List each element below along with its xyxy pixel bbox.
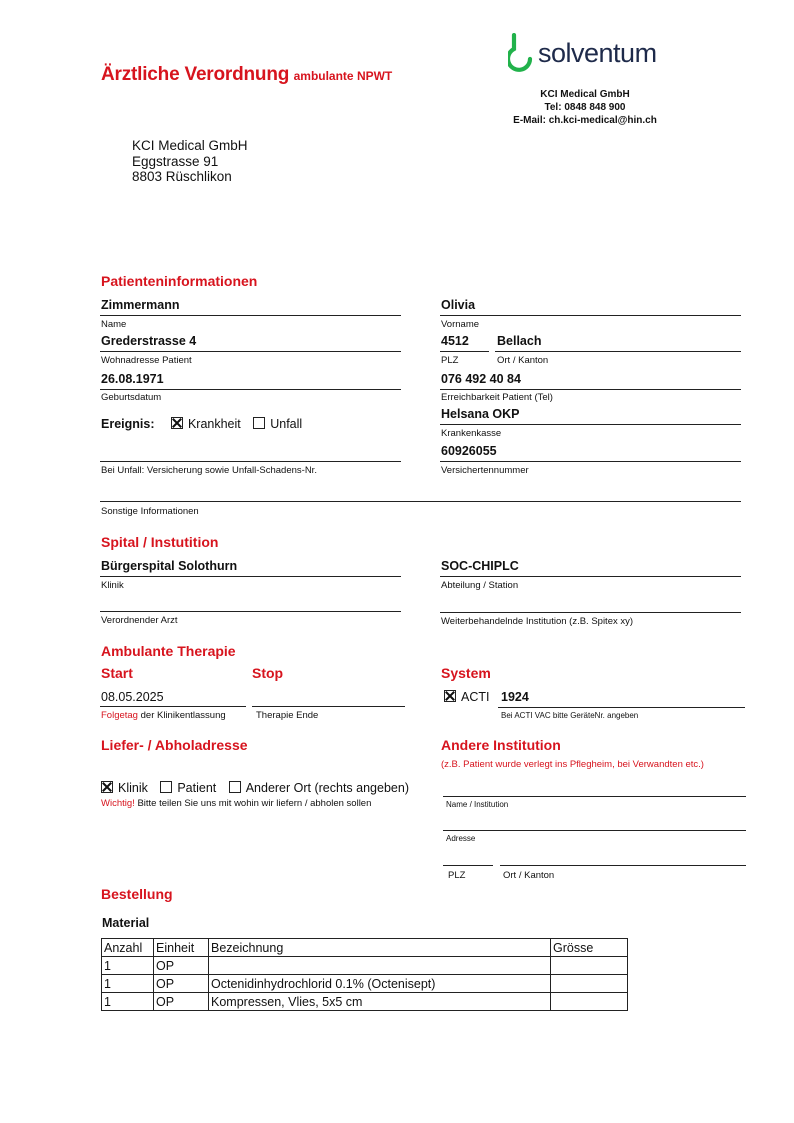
divider [500, 865, 746, 866]
patient-address[interactable]: Grederstrasse 4 [101, 334, 197, 348]
divider [252, 706, 405, 707]
section-therapy-title: Ambulante Therapie [101, 643, 236, 659]
patient-phone[interactable]: 076 492 40 84 [441, 372, 521, 386]
divider [440, 461, 741, 462]
patient-last-name[interactable]: Zimmermann [101, 298, 180, 312]
checkbox-checked-icon[interactable] [171, 417, 183, 429]
divider [100, 706, 246, 707]
delivery-warning-text: Bitte teilen Sie uns mit wohin wir liefern / abholen sollen [137, 798, 372, 809]
event-option-label: Krankheit [187, 417, 241, 431]
recipient-address [132, 138, 248, 185]
patient-insurer[interactable]: Helsana OKP [441, 407, 520, 421]
column-header: Einheit [154, 939, 209, 957]
table-cell[interactable]: 1 [102, 957, 154, 975]
system-number[interactable]: 1924 [501, 690, 529, 704]
divider [440, 424, 741, 425]
company-phone: Tel: 0848 848 900 [544, 102, 626, 113]
recipient-name: KCI Medical GmbH [132, 138, 248, 153]
section-order-title: Bestellung [101, 886, 173, 902]
patient-city-label: Ort / Kanton [497, 355, 549, 366]
followup-institution-label: Weiterbehandelnde Institution (z.B. Spitex xy) [441, 616, 634, 627]
table-header-row [102, 939, 628, 957]
divider [100, 315, 401, 316]
patient-insurance-number[interactable]: 60926055 [441, 444, 497, 458]
brand-logo [508, 33, 688, 79]
doctor-label: Verordnender Arzt [101, 615, 178, 626]
divider [440, 389, 741, 390]
brand-name: solventum [538, 38, 657, 68]
patient-insurance-number-label: Versichertennummer [441, 465, 529, 476]
material-label: Material [102, 916, 150, 930]
table-cell[interactable] [551, 957, 628, 975]
divider [443, 796, 746, 797]
table-cell[interactable]: OP [154, 957, 209, 975]
patient-city[interactable]: Bellach [497, 334, 542, 348]
other-institution-note: (z.B. Patient wurde verlegt ins Pflegheim, bei Verwandten etc.) [441, 759, 704, 770]
table-cell[interactable] [551, 993, 628, 1011]
recipient-street: Eggstrasse 91 [132, 153, 219, 169]
table-cell[interactable] [209, 957, 551, 975]
divider [440, 351, 489, 352]
system-option[interactable] [444, 690, 489, 704]
table-cell[interactable]: Kompressen, Vlies, 5x5 cm [209, 993, 551, 1011]
table-cell[interactable]: Octenidinhydrochlorid 0.1% (Octenisept) [209, 975, 551, 993]
column-header: Grösse [551, 939, 628, 957]
patient-birthdate[interactable]: 26.08.1971 [101, 372, 164, 386]
system-name: ACTI [461, 690, 490, 704]
divider [443, 865, 493, 866]
therapy-start-caption-text: der Klinikentlassung [140, 710, 226, 721]
material-table [101, 938, 628, 1011]
divider [100, 501, 741, 502]
delivery-option-label: Patient [177, 781, 217, 795]
therapy-start-date[interactable]: 08.05.2025 [101, 690, 164, 704]
checkbox-checked-icon[interactable] [444, 690, 456, 702]
table-cell[interactable]: 1 [102, 975, 154, 993]
delivery-option-label: Anderer Ort (rechts angeben) [245, 781, 409, 795]
title-subtitle: ambulante NPWT [293, 69, 393, 83]
delivery-warning-red: Wichtig! [101, 798, 135, 809]
patient-phone-label: Erreichbarkeit Patient (Tel) [441, 392, 553, 403]
patient-last-name-label: Name [101, 319, 127, 330]
section-hospital-title: Spital / Instutition [101, 534, 219, 550]
divider [100, 389, 401, 390]
section-delivery-title: Liefer- / Abholadresse [101, 737, 248, 753]
patient-plz-label: PLZ [441, 355, 459, 366]
patient-birthdate-label: Geburtsdatum [101, 392, 162, 403]
event-row [101, 415, 310, 433]
table-row [102, 993, 628, 1011]
patient-insurer-label: Krankenkasse [441, 428, 502, 439]
other-institution-address-label: Adresse [446, 834, 476, 843]
company-info [490, 88, 680, 127]
event-label: Ereignis: [101, 417, 155, 431]
divider [100, 576, 401, 577]
delivery-option-patient[interactable] [160, 781, 216, 795]
accident-insurance-label: Bei Unfall: Versicherung sowie Unfall-Schadens-Nr. [101, 465, 317, 476]
column-header: Anzahl [102, 939, 154, 957]
system-caption: Bei ACTI VAC bitte GeräteNr. angeben [501, 711, 639, 720]
event-option-label: Unfall [270, 417, 303, 431]
divider [495, 351, 741, 352]
column-header: Bezeichnung [209, 939, 551, 957]
table-row [102, 975, 628, 993]
event-option-unfall[interactable] [253, 417, 302, 431]
checkbox-icon[interactable] [229, 781, 241, 793]
divider [100, 461, 401, 462]
hospital-department-label: Abteilung / Station [441, 580, 519, 591]
table-cell[interactable]: OP [154, 975, 209, 993]
therapy-start-caption [101, 710, 226, 721]
other-institution-plz-label: PLZ [448, 870, 466, 881]
delivery-option-other[interactable] [229, 781, 409, 795]
patient-first-name[interactable]: Olivia [441, 298, 476, 312]
divider [100, 351, 401, 352]
delivery-options [101, 779, 417, 797]
other-info-label: Sonstige Informationen [101, 506, 199, 517]
therapy-start-label: Start [101, 665, 133, 681]
recipient-city: 8803 Rüschlikon [132, 169, 232, 184]
other-institution-name-label: Name / Institution [446, 800, 509, 809]
company-name: KCI Medical GmbH [540, 89, 630, 100]
divider [443, 830, 746, 831]
delivery-warning [101, 798, 371, 809]
therapy-stop-label: Stop [252, 665, 284, 681]
delivery-option-label: Klinik [118, 781, 148, 795]
title-main: Ärztliche Verordnung [101, 64, 290, 85]
patient-address-label: Wohnadresse Patient [101, 355, 192, 366]
section-other-institution-title: Andere Institution [441, 737, 561, 753]
section-patient-title: Patienteninformationen [101, 273, 258, 289]
event-option-krankheit[interactable] [171, 417, 241, 431]
hospital-clinic[interactable]: Bürgerspital Solothurn [101, 559, 238, 573]
system-label: System [441, 665, 491, 681]
document-title [101, 64, 392, 86]
company-email: E-Mail: ch.kci-medical@hin.ch [513, 115, 657, 126]
delivery-option-klinik[interactable] [101, 781, 148, 795]
table-cell[interactable]: 1 [102, 993, 154, 1011]
therapy-stop-caption: Therapie Ende [256, 710, 319, 721]
other-institution-city-label: Ort / Kanton [503, 870, 555, 881]
checkbox-checked-icon[interactable] [101, 781, 113, 793]
solventum-logo-icon [508, 33, 540, 79]
checkbox-icon[interactable] [253, 417, 265, 429]
table-row [102, 957, 628, 975]
hospital-department[interactable]: SOC-CHIPLC [441, 559, 519, 573]
divider [440, 612, 741, 613]
checkbox-icon[interactable] [160, 781, 172, 793]
patient-first-name-label: Vorname [441, 319, 480, 330]
divider [440, 576, 741, 577]
therapy-start-caption-red: Folgetag [101, 710, 138, 721]
table-cell[interactable] [551, 975, 628, 993]
divider [440, 315, 741, 316]
hospital-clinic-label: Klinik [101, 580, 124, 591]
patient-plz[interactable]: 4512 [441, 334, 469, 348]
divider [498, 707, 745, 708]
table-cell[interactable]: OP [154, 993, 209, 1011]
divider [100, 611, 401, 612]
